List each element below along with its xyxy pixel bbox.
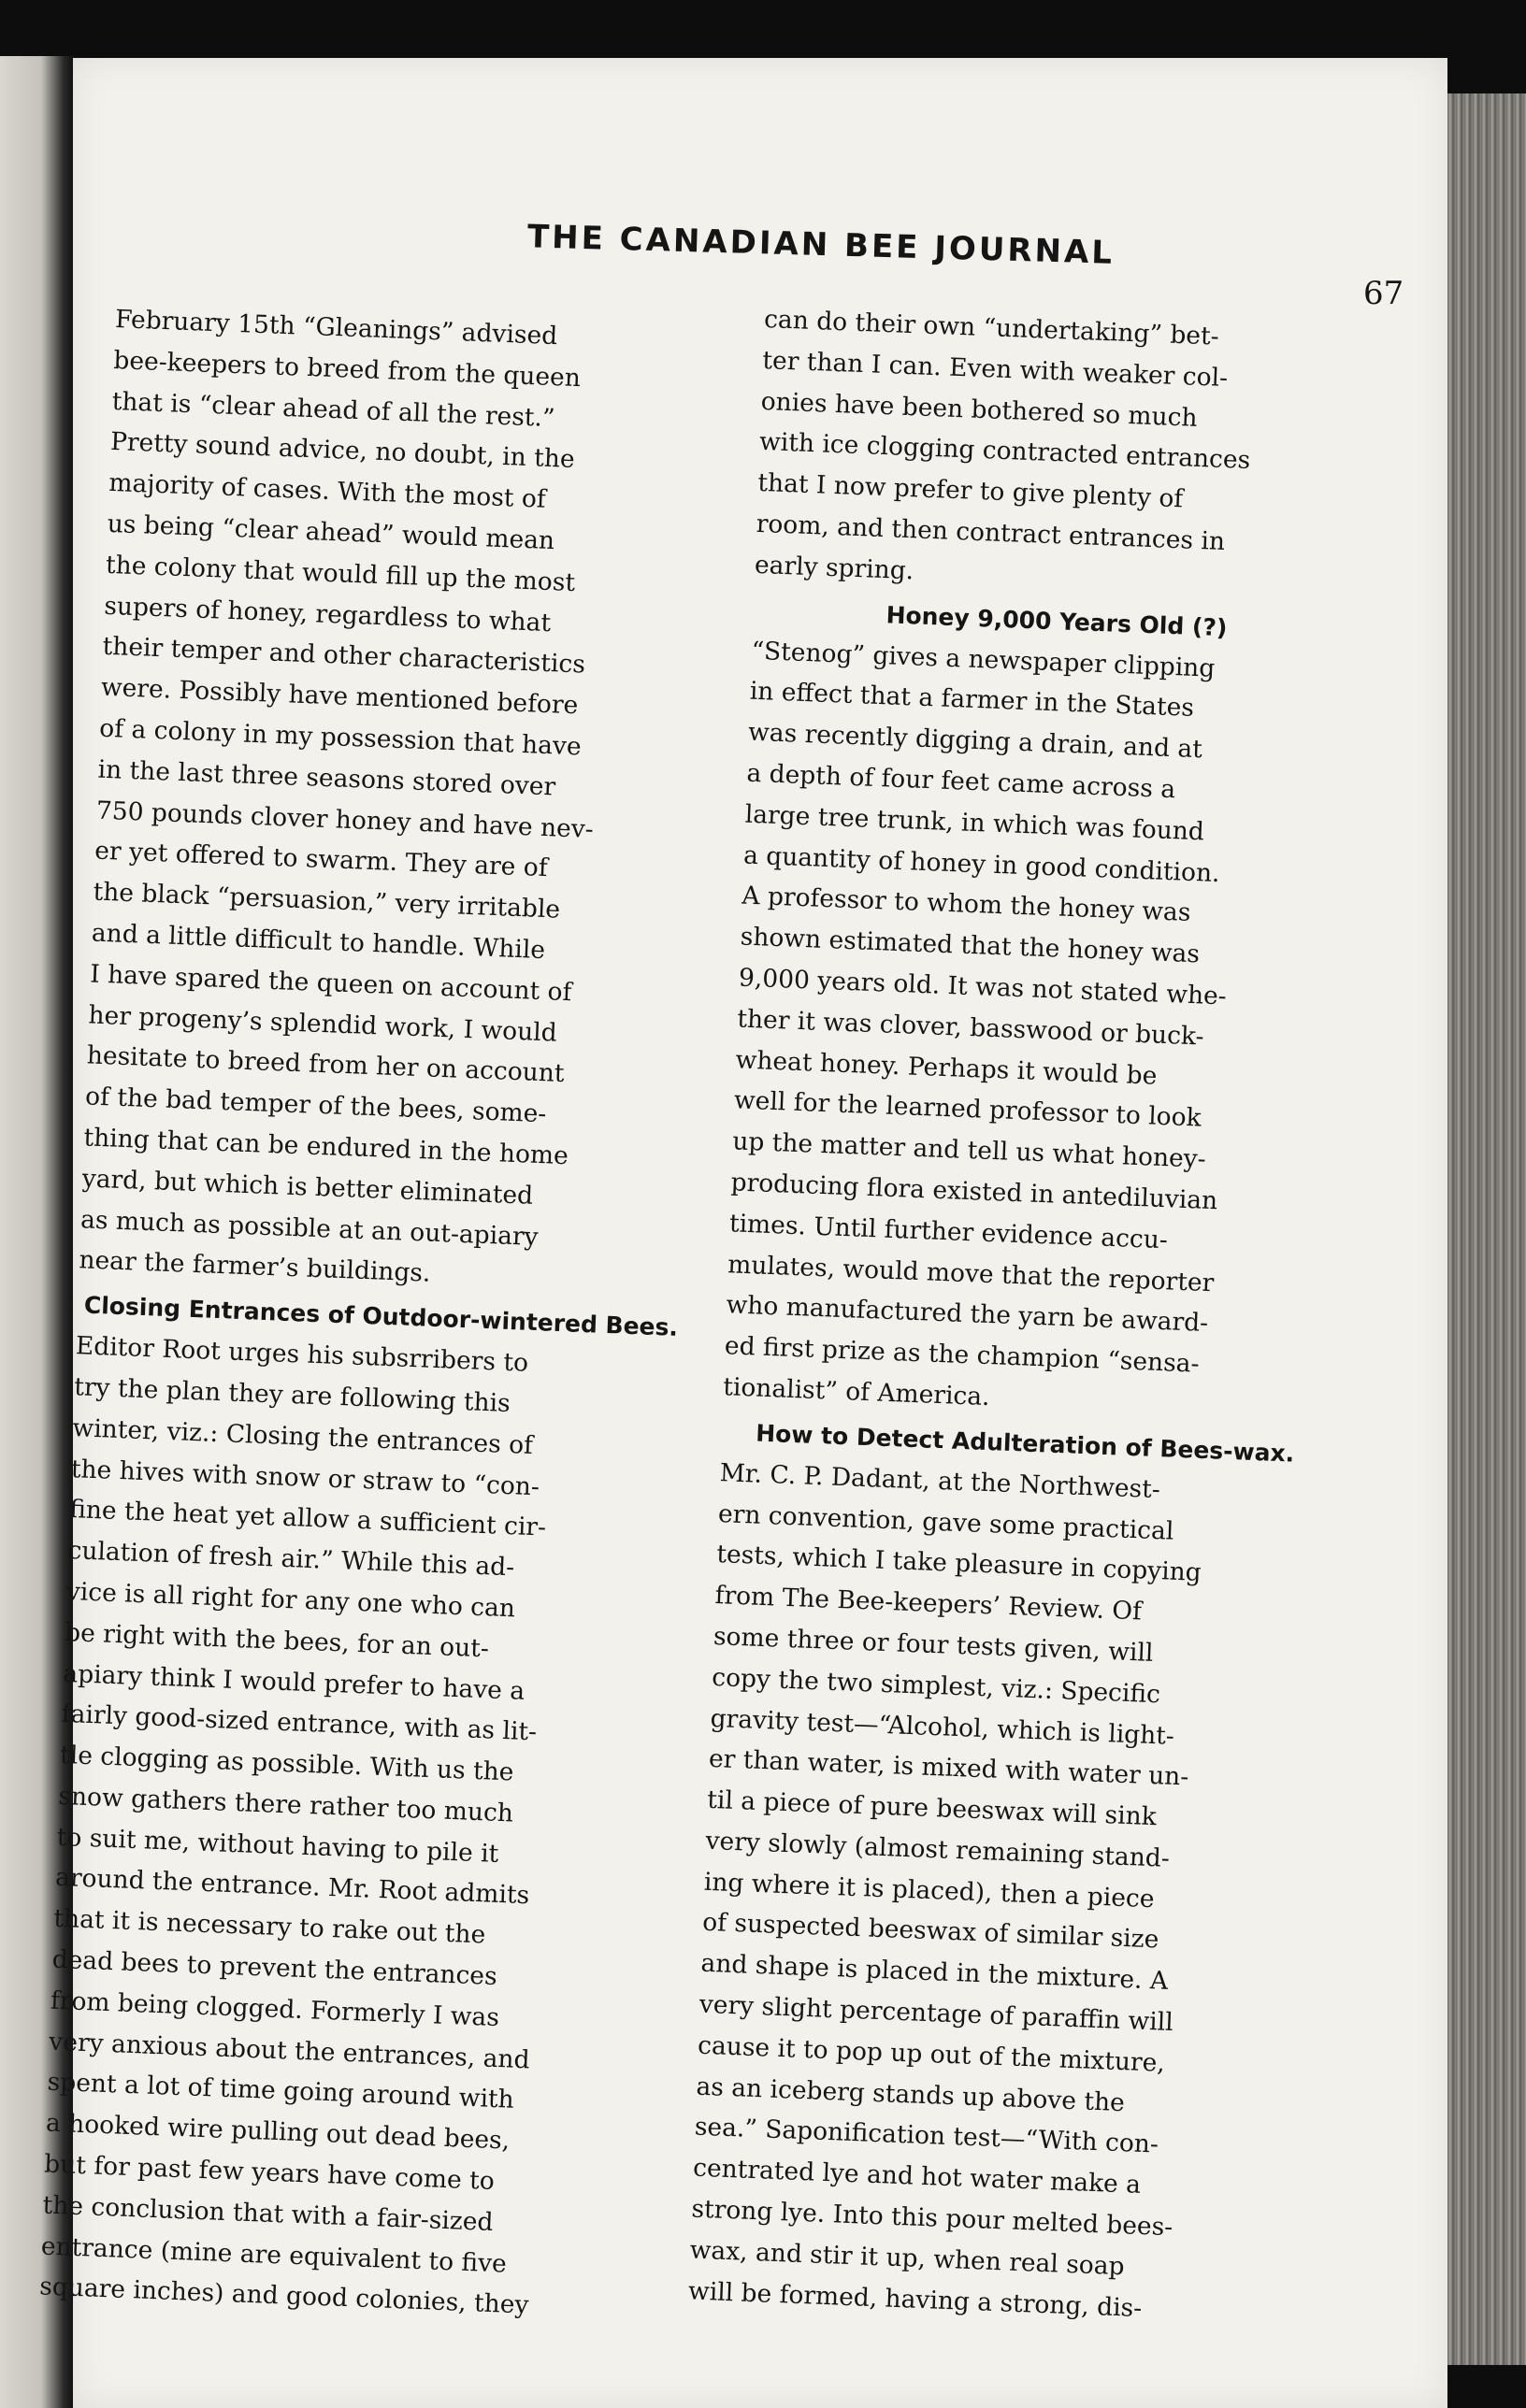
paragraph	[754, 299, 1372, 609]
text-line: very slight percentage of paraffin will	[698, 1989, 1174, 2038]
text-line: the conclusion that with a fair-sized	[42, 2190, 495, 2237]
text-line: from The Bee-keepers’ Review. Of	[714, 1581, 1143, 1627]
journal-page	[38, 58, 1447, 2408]
text-line: culation of fresh air.” While this ad-	[66, 1536, 515, 1583]
paragraph	[38, 1326, 684, 2330]
text-line: a depth of four feet came across a	[745, 758, 1176, 805]
text-line: spent a lot of time going around with	[47, 2068, 515, 2115]
text-line: in the last three seasons stored over	[97, 754, 556, 802]
text-line: er yet offered to swarm. They are of	[94, 836, 549, 883]
text-line: er than water, is mixed with water un-	[708, 1744, 1189, 1792]
text-line: as an iceberg stands up above the	[695, 2071, 1126, 2117]
text-line: be right with the bees, for an out-	[64, 1617, 490, 1664]
text-line: bee-keepers to breed from the queen	[112, 345, 582, 393]
text-line: onies have been bothered so much	[760, 386, 1199, 433]
text-line: majority of cases. With the most of	[108, 468, 547, 514]
text-line: a quantity of honey in good condition.	[742, 840, 1221, 888]
text-line: cause it to pop up out of the mixture,	[697, 2030, 1166, 2078]
text-line: her progeny’s splendid work, I would	[87, 999, 558, 1048]
text-line: apiary think I would prefer to have a	[62, 1658, 525, 1706]
text-line: shown estimated that the honey was	[740, 922, 1201, 969]
text-line: ing where it is placed), then a piece	[703, 1867, 1156, 1914]
text-line: near the farmer’s buildings.	[78, 1245, 431, 1288]
text-line: A professor to whom the honey was	[741, 881, 1191, 928]
section-heading: Closing Entrances of Outdoor-wintered Bees.	[83, 1291, 679, 1341]
text-line: Mr. C. P. Dadant, at the Northwest-	[719, 1457, 1161, 1504]
text-line: that it is necessary to rake out the	[52, 1904, 486, 1950]
text-line: the colony that would fill up the most	[105, 550, 576, 597]
text-line: 9,000 years old. It was not stated whe-	[738, 963, 1228, 1011]
right-page-stack	[1447, 93, 1526, 2365]
text-line: of suspected beeswax of similar size	[701, 1908, 1159, 1955]
text-line: Editor Root urges his subsrribers to	[75, 1331, 529, 1378]
text-line: winter, viz.: Closing the entrances of	[72, 1412, 534, 1460]
text-line: and a little difficult to handle. While	[91, 918, 546, 966]
text-line: tests, which I take pleasure in copying	[715, 1540, 1202, 1588]
text-line: in effect that a farmer in the States	[749, 677, 1195, 724]
text-line: square inches) and good colonies, they	[38, 2272, 530, 2320]
text-line: the hives with snow or straw to “con-	[70, 1454, 540, 1501]
text-line: very anxious about the entrances, and	[48, 2027, 531, 2075]
text-line: fine the heat yet allow a sufficient cir-	[68, 1495, 547, 1542]
right-column	[687, 299, 1372, 2335]
text-line: hesitate to breed from her on account	[86, 1040, 566, 1089]
text-line: strong lye. Into this pour melted bees-	[690, 2194, 1173, 2243]
text-line: room, and then contract entrances in	[756, 509, 1226, 557]
text-line: to suit me, without having to pile it	[56, 1822, 499, 1869]
text-line: Pretty sound advice, no doubt, in the	[109, 427, 576, 475]
text-line: wheat honey. Perhaps it would be	[735, 1044, 1158, 1091]
text-line: snow gathers there rather too much	[57, 1781, 514, 1828]
text-line: try the plan they are following this	[73, 1372, 511, 1418]
page-number: 67	[1363, 275, 1404, 312]
text-line: their temper and other characteristics	[102, 632, 586, 680]
text-line: I have spared the queen on account of	[89, 959, 572, 1007]
text-line: up the matter and tell us what honey-	[731, 1126, 1207, 1174]
text-line: entrance (mine are equivalent to five	[40, 2231, 508, 2279]
text-line: as much as possible at an out-apiary	[79, 1204, 540, 1252]
text-line: of the bad temper of the bees, some-	[84, 1082, 547, 1129]
text-line: 750 pounds clover honey and have nev-	[95, 796, 595, 844]
paragraph	[722, 630, 1359, 1430]
text-line: wax, and stir it up, when real soap	[689, 2235, 1126, 2282]
text-line: well for the learned professor to look	[733, 1085, 1202, 1133]
text-line: supers of honey, regardless to what	[103, 591, 552, 638]
text-line: large tree trunk, in which was found	[744, 799, 1205, 847]
paragraph	[79, 299, 724, 1304]
text-line: who manufactured the yarn be award-	[726, 1290, 1209, 1339]
text-line: will be formed, having a strong, dis-	[687, 2276, 1143, 2323]
text-line: ern convention, gave some practical	[717, 1498, 1174, 1546]
text-line: around the entrance. Mr. Root admits	[54, 1863, 530, 1911]
text-line: centrated lye and hot water make a	[692, 2153, 1142, 2200]
text-line: times. Until further evidence accu-	[728, 1209, 1169, 1255]
text-line: yard, but which is better eliminated	[81, 1164, 534, 1211]
text-line: ther it was clover, basswood or buck-	[736, 1004, 1205, 1052]
text-line: of a colony in my possession that have	[98, 713, 583, 762]
text-line: February 15th “Gleanings” advised	[114, 304, 558, 351]
text-line: til a piece of pure beeswax will sink	[706, 1784, 1158, 1832]
text-line: producing flora existed in antediluvian	[730, 1168, 1218, 1216]
text-line: copy the two simplest, viz.: Specific	[711, 1662, 1161, 1710]
section-heading: Honey 9,000 Years Old (?)	[885, 600, 1228, 641]
text-line: that I now prefer to give plenty of	[756, 468, 1184, 514]
text-line: were. Possibly have mentioned before	[100, 672, 579, 721]
text-line: that is “clear ahead of all the rest.”	[111, 386, 556, 433]
text-line: from being clogged. Formerly I was	[50, 1985, 500, 2032]
text-line: can do their own “undertaking” bet-	[763, 304, 1220, 351]
text-line: some three or four tests given, will	[713, 1621, 1154, 1668]
text-line: mulates, would move that the reporter	[727, 1249, 1215, 1297]
paragraph	[687, 1453, 1328, 2335]
text-line: ed first prize as the champion “sensa-	[724, 1331, 1201, 1379]
text-line: gravity test—“Alcohol, which is light-	[710, 1703, 1175, 1751]
text-line: the black “persuasion,” very irritable	[93, 877, 561, 924]
text-line: vice is all right for any one who can	[65, 1576, 516, 1624]
text-line: with ice clogging contracted entrances	[758, 427, 1251, 476]
text-line: “Stenog” gives a newspaper clipping	[750, 636, 1216, 683]
text-line: very slowly (almost remaining stand-	[705, 1826, 1171, 1873]
running-head: THE CANADIAN BEE JOURNAL	[526, 218, 1116, 272]
text-line: thing that can be endured in the home	[82, 1123, 569, 1171]
text-line: was recently digging a drain, and at	[747, 717, 1203, 765]
text-line: dead bees to prevent the entrances	[51, 1944, 498, 1992]
text-line: us being “clear ahead” would mean	[107, 509, 555, 556]
text-line: but for past few years have come to	[43, 2149, 496, 2197]
section-heading: How to Detect Adulteration of Bees-wax.	[755, 1419, 1295, 1468]
text-line: and shape is placed in the mixture. A	[700, 1948, 1169, 1997]
text-line: fairly good-sized entrance, with as lit-	[61, 1699, 538, 1747]
text-line: ter than I can. Even with weaker col-	[761, 345, 1229, 393]
text-line: sea.” Saponification test—“With con-	[694, 2113, 1159, 2160]
left-column	[38, 299, 723, 2331]
text-line: tionalist” of America.	[722, 1372, 991, 1412]
text-line: early spring.	[754, 550, 914, 586]
text-line: a hooked wire pulling out dead bees,	[45, 2108, 511, 2156]
text-line: tle clogging as possible. With us the	[59, 1740, 515, 1787]
